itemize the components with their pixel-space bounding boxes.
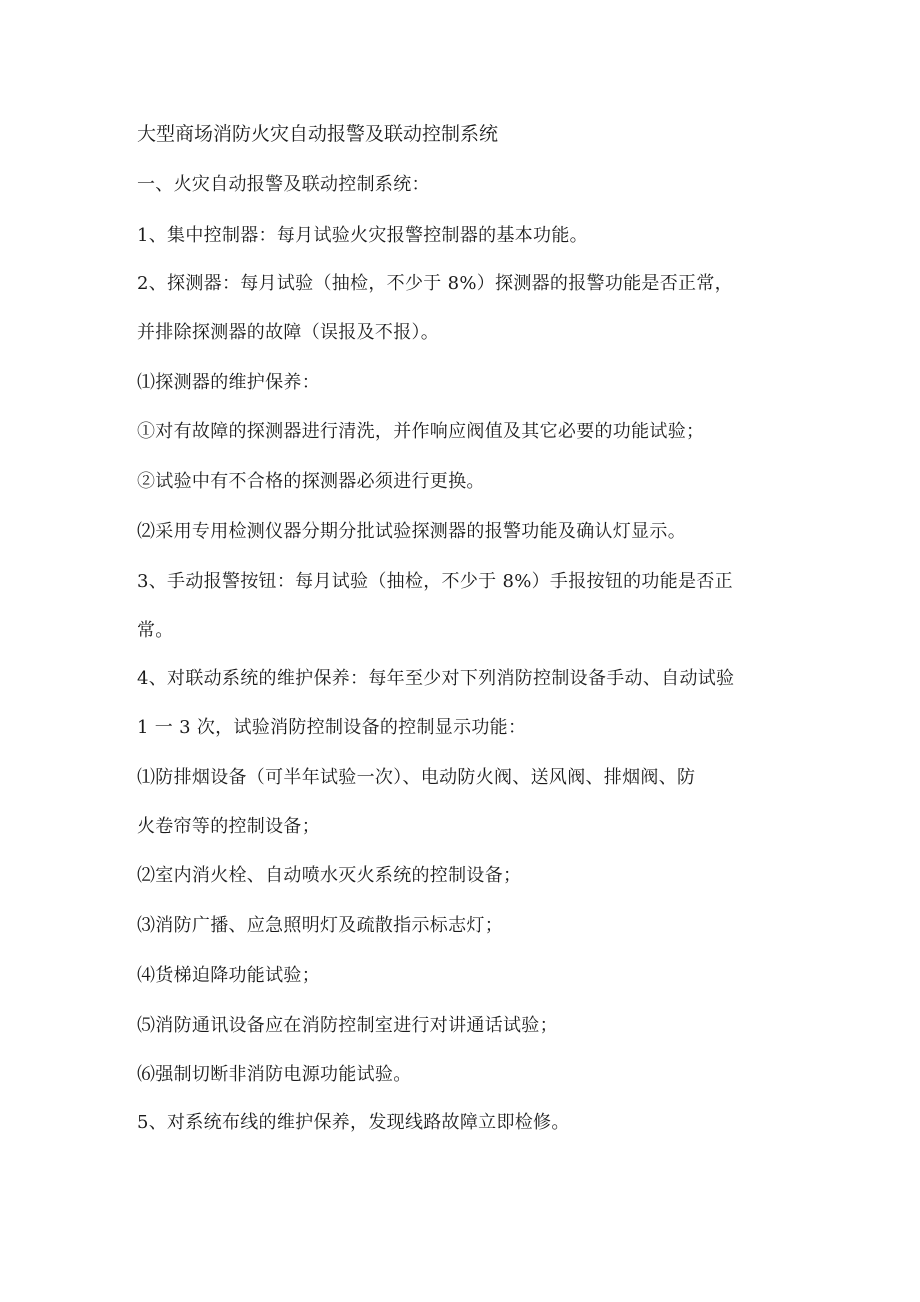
paragraph-line: ①对有故障的探测器进行清洗，并作响应阀值及其它必要的功能试验； — [137, 421, 705, 442]
paragraph-line: ⑴防排烟设备（可半年试验一次）、电动防火阀、送风阀、排烟阀、防 — [137, 767, 696, 788]
paragraph-line: 2、探测器：每月试验（抽检，不少于 8%）探测器的报警功能是否正常， — [137, 273, 733, 294]
paragraph-line: 3、手动报警按钮：每月试验（抽检，不少于 8%）手报按钮的功能是否正 — [137, 571, 733, 592]
paragraph-line: 1 一 3 次，试验消防控制设备的控制显示功能： — [137, 717, 527, 738]
paragraph-line: ⑸消防通讯设备应在消防控制室进行对讲通话试验； — [137, 1015, 558, 1036]
section-heading: 一、火灾自动报警及联动控制系统： — [137, 174, 430, 195]
paragraph-line: 火卷帘等的控制设备； — [137, 816, 320, 837]
paragraph-line: 5、对系统布线的维护保养，发现线路故障立即检修。 — [137, 1112, 570, 1133]
paragraph-line: ⑵室内消火栓、自动喷水灭火系统的控制设备； — [137, 865, 522, 886]
paragraph-line: ⑶消防广播、应急照明灯及疏散指示标志灯； — [137, 915, 503, 936]
paragraph-line: ⑷货梯迫降功能试验； — [137, 965, 320, 986]
paragraph-line: ⑹强制切断非消防电源功能试验。 — [137, 1064, 412, 1085]
paragraph-line: 常。 — [137, 620, 174, 641]
document-title: 大型商场消防火灾自动报警及联动控制系统 — [137, 123, 499, 145]
paragraph-line: ②试验中有不合格的探测器必须进行更换。 — [137, 471, 485, 492]
paragraph-line: 4、对联动系统的维护保养：每年至少对下列消防控制设备手动、自动试验 — [137, 668, 735, 689]
paragraph-line: 1、集中控制器：每月试验火灾报警控制器的基本功能。 — [137, 225, 588, 246]
paragraph-line: 并排除探测器的故障（误报及不报）。 — [137, 322, 440, 343]
paragraph-line: ⑵采用专用检测仪器分期分批试验探测器的报警功能及确认灯显示。 — [137, 521, 686, 542]
paragraph-line: ⑴探测器的维护保养： — [137, 372, 320, 393]
